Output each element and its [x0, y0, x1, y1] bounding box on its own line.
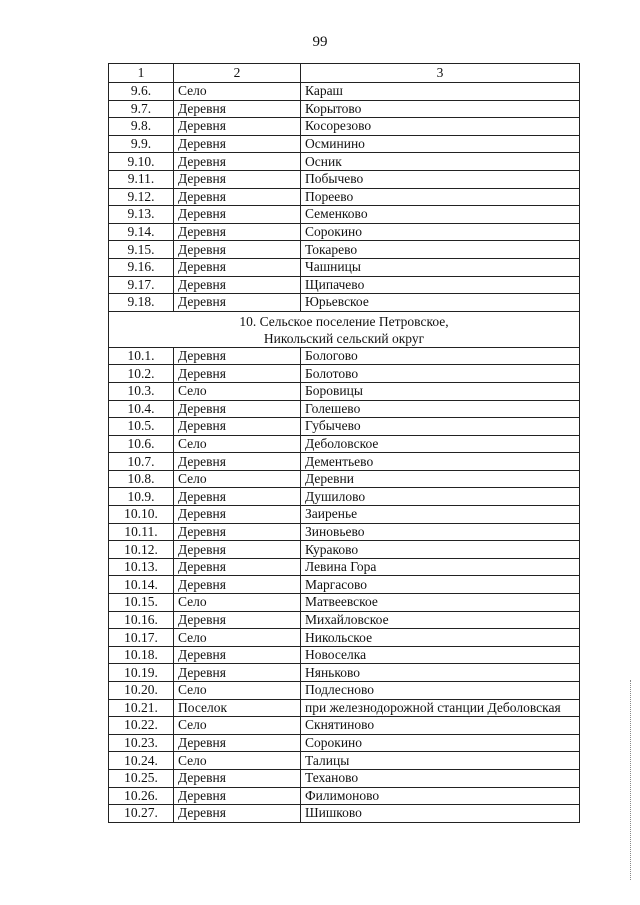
settlement-name-cell: Боровицы [301, 382, 580, 400]
table-section-heading [109, 311, 580, 347]
table-row [109, 558, 580, 576]
settlement-type-cell: Деревня [174, 223, 301, 241]
settlement-type-cell: Деревня [174, 258, 301, 276]
settlement-name-cell: Побычево [301, 170, 580, 188]
table-row [109, 347, 580, 365]
row-number-cell: 10.10. [109, 506, 174, 524]
settlement-name-cell: Караш [301, 83, 580, 101]
table-row [109, 294, 580, 312]
row-number-cell: 10.23. [109, 734, 174, 752]
settlement-type-cell: Деревня [174, 541, 301, 559]
table-row [109, 717, 580, 735]
settlement-name-cell: Косорезово [301, 118, 580, 136]
table-row [109, 223, 580, 241]
row-number-cell: 10.9. [109, 488, 174, 506]
settlement-name-cell: Заиренье [301, 506, 580, 524]
settlement-name-cell: при железнодорожной станции Деболовская [301, 699, 580, 717]
settlement-type-cell: Деревня [174, 153, 301, 171]
settlement-type-cell: Село [174, 470, 301, 488]
table-row [109, 400, 580, 418]
settlement-type-cell: Деревня [174, 418, 301, 436]
settlement-name-cell: Дементьево [301, 453, 580, 471]
settlement-type-cell: Село [174, 682, 301, 700]
settlement-type-cell: Деревня [174, 576, 301, 594]
row-number-cell: 10.22. [109, 717, 174, 735]
settlement-type-cell: Село [174, 594, 301, 612]
table-row [109, 769, 580, 787]
row-number-cell: 9.15. [109, 241, 174, 259]
table-row [109, 594, 580, 612]
row-number-cell: 9.7. [109, 100, 174, 118]
row-number-cell: 10.3. [109, 382, 174, 400]
settlement-type-cell: Деревня [174, 611, 301, 629]
table-row [109, 100, 580, 118]
settlement-name-cell: Осминино [301, 135, 580, 153]
row-number-cell: 10.25. [109, 769, 174, 787]
settlement-name-cell: Новоселка [301, 646, 580, 664]
settlement-name-cell: Бологово [301, 347, 580, 365]
settlement-name-cell: Юрьевское [301, 294, 580, 312]
column-header-type: 2 [174, 64, 301, 83]
row-number-cell: 10.15. [109, 594, 174, 612]
table-row [109, 541, 580, 559]
table-row [109, 752, 580, 770]
row-number-cell: 9.12. [109, 188, 174, 206]
table-row [109, 453, 580, 471]
settlement-type-cell: Село [174, 382, 301, 400]
row-number-cell: 10.6. [109, 435, 174, 453]
table-row [109, 365, 580, 383]
row-number-cell: 10.5. [109, 418, 174, 436]
table-row [109, 258, 580, 276]
table-row [109, 611, 580, 629]
settlement-type-cell: Деревня [174, 734, 301, 752]
row-number-cell: 10.18. [109, 646, 174, 664]
settlement-name-cell: Маргасово [301, 576, 580, 594]
row-number-cell: 10.16. [109, 611, 174, 629]
column-header-name: 3 [301, 64, 580, 83]
settlement-name-cell: Михайловское [301, 611, 580, 629]
row-number-cell: 9.18. [109, 294, 174, 312]
settlements-table [108, 63, 580, 823]
settlement-type-cell: Деревня [174, 206, 301, 224]
section-heading-row [109, 311, 580, 347]
table-row [109, 646, 580, 664]
table-row [109, 734, 580, 752]
table-row [109, 523, 580, 541]
row-number-cell: 10.24. [109, 752, 174, 770]
table-row [109, 629, 580, 647]
row-number-cell: 9.13. [109, 206, 174, 224]
settlement-name-cell: Скнятиново [301, 717, 580, 735]
table-row [109, 241, 580, 259]
settlement-type-cell: Деревня [174, 135, 301, 153]
table-row [109, 135, 580, 153]
row-number-cell: 10.7. [109, 453, 174, 471]
row-number-cell: 10.14. [109, 576, 174, 594]
settlement-type-cell: Село [174, 717, 301, 735]
settlement-name-cell: Губычево [301, 418, 580, 436]
settlement-name-cell: Корытово [301, 100, 580, 118]
settlement-name-cell: Филимоново [301, 787, 580, 805]
table-row [109, 188, 580, 206]
table-header-row [109, 64, 580, 83]
table-row [109, 418, 580, 436]
row-number-cell: 10.2. [109, 365, 174, 383]
row-number-cell: 10.19. [109, 664, 174, 682]
settlement-name-cell: Теханово [301, 769, 580, 787]
settlement-type-cell: Село [174, 83, 301, 101]
settlement-type-cell: Деревня [174, 805, 301, 823]
table-row [109, 470, 580, 488]
settlement-type-cell: Деревня [174, 787, 301, 805]
row-number-cell: 9.16. [109, 258, 174, 276]
settlement-type-cell: Деревня [174, 769, 301, 787]
settlement-name-cell: Семенково [301, 206, 580, 224]
settlement-type-cell: Село [174, 435, 301, 453]
settlement-type-cell: Деревня [174, 365, 301, 383]
row-number-cell: 9.11. [109, 170, 174, 188]
scan-margin-mark [630, 680, 632, 880]
row-number-cell: 10.20. [109, 682, 174, 700]
row-number-cell: 10.21. [109, 699, 174, 717]
row-number-cell: 9.6. [109, 83, 174, 101]
settlement-name-cell: Душилово [301, 488, 580, 506]
settlement-name-cell: Пореево [301, 188, 580, 206]
table-row [109, 206, 580, 224]
table-body-section-9 [109, 83, 580, 312]
row-number-cell: 9.9. [109, 135, 174, 153]
table-row [109, 488, 580, 506]
settlement-type-cell: Деревня [174, 558, 301, 576]
settlement-type-cell: Деревня [174, 347, 301, 365]
row-number-cell: 9.10. [109, 153, 174, 171]
settlement-type-cell: Деревня [174, 664, 301, 682]
row-number-cell: 10.4. [109, 400, 174, 418]
settlement-name-cell: Никольское [301, 629, 580, 647]
row-number-cell: 10.1. [109, 347, 174, 365]
row-number-cell: 10.27. [109, 805, 174, 823]
settlement-type-cell: Село [174, 752, 301, 770]
table-row [109, 276, 580, 294]
settlement-type-cell: Деревня [174, 294, 301, 312]
settlement-type-cell: Деревня [174, 488, 301, 506]
row-number-cell: 10.26. [109, 787, 174, 805]
row-number-cell: 9.14. [109, 223, 174, 241]
settlement-type-cell: Деревня [174, 100, 301, 118]
row-number-cell: 10.17. [109, 629, 174, 647]
settlement-type-cell: Деревня [174, 646, 301, 664]
settlement-type-cell: Деревня [174, 523, 301, 541]
settlement-name-cell: Шишково [301, 805, 580, 823]
table-row [109, 506, 580, 524]
table-row [109, 170, 580, 188]
settlement-name-cell: Щипачево [301, 276, 580, 294]
row-number-cell: 10.13. [109, 558, 174, 576]
settlement-name-cell: Няньково [301, 664, 580, 682]
table-row [109, 435, 580, 453]
settlement-type-cell: Деревня [174, 241, 301, 259]
settlement-type-cell: Деревня [174, 453, 301, 471]
settlement-name-cell: Деревни [301, 470, 580, 488]
settlement-name-cell: Осник [301, 153, 580, 171]
settlement-name-cell: Кураково [301, 541, 580, 559]
table-row [109, 576, 580, 594]
settlement-name-cell: Подлесново [301, 682, 580, 700]
settlement-name-cell: Талицы [301, 752, 580, 770]
section-heading-line1: 10. Сельское поселение Петровское, [239, 313, 449, 329]
table-row [109, 787, 580, 805]
row-number-cell: 10.12. [109, 541, 174, 559]
settlement-name-cell: Голешево [301, 400, 580, 418]
section-heading-cell [109, 311, 580, 347]
column-header-number: 1 [109, 64, 174, 83]
settlement-name-cell: Токарево [301, 241, 580, 259]
table-row [109, 699, 580, 717]
section-heading-line2: Никольский сельский округ [263, 330, 425, 346]
settlement-type-cell: Деревня [174, 188, 301, 206]
table-row [109, 805, 580, 823]
settlement-name-cell: Сорокино [301, 734, 580, 752]
settlement-name-cell: Сорокино [301, 223, 580, 241]
row-number-cell: 10.8. [109, 470, 174, 488]
settlement-type-cell: Поселок [174, 699, 301, 717]
table-row [109, 153, 580, 171]
row-number-cell: 9.8. [109, 118, 174, 136]
table-row [109, 118, 580, 136]
settlement-name-cell: Зиновьево [301, 523, 580, 541]
table-row [109, 382, 580, 400]
row-number-cell: 10.11. [109, 523, 174, 541]
table-row [109, 682, 580, 700]
settlement-name-cell: Левина Гора [301, 558, 580, 576]
settlement-name-cell: Матвеевское [301, 594, 580, 612]
table-body-section-10 [109, 347, 580, 822]
settlement-type-cell: Деревня [174, 170, 301, 188]
settlement-name-cell: Болотово [301, 365, 580, 383]
settlement-type-cell: Деревня [174, 118, 301, 136]
page-number: 99 [312, 34, 328, 50]
settlement-type-cell: Деревня [174, 506, 301, 524]
settlement-type-cell: Деревня [174, 276, 301, 294]
row-number-cell: 9.17. [109, 276, 174, 294]
settlement-name-cell: Деболовское [301, 435, 580, 453]
settlement-type-cell: Село [174, 629, 301, 647]
settlement-type-cell: Деревня [174, 400, 301, 418]
settlement-name-cell: Чашницы [301, 258, 580, 276]
table-row [109, 664, 580, 682]
table-row [109, 83, 580, 101]
